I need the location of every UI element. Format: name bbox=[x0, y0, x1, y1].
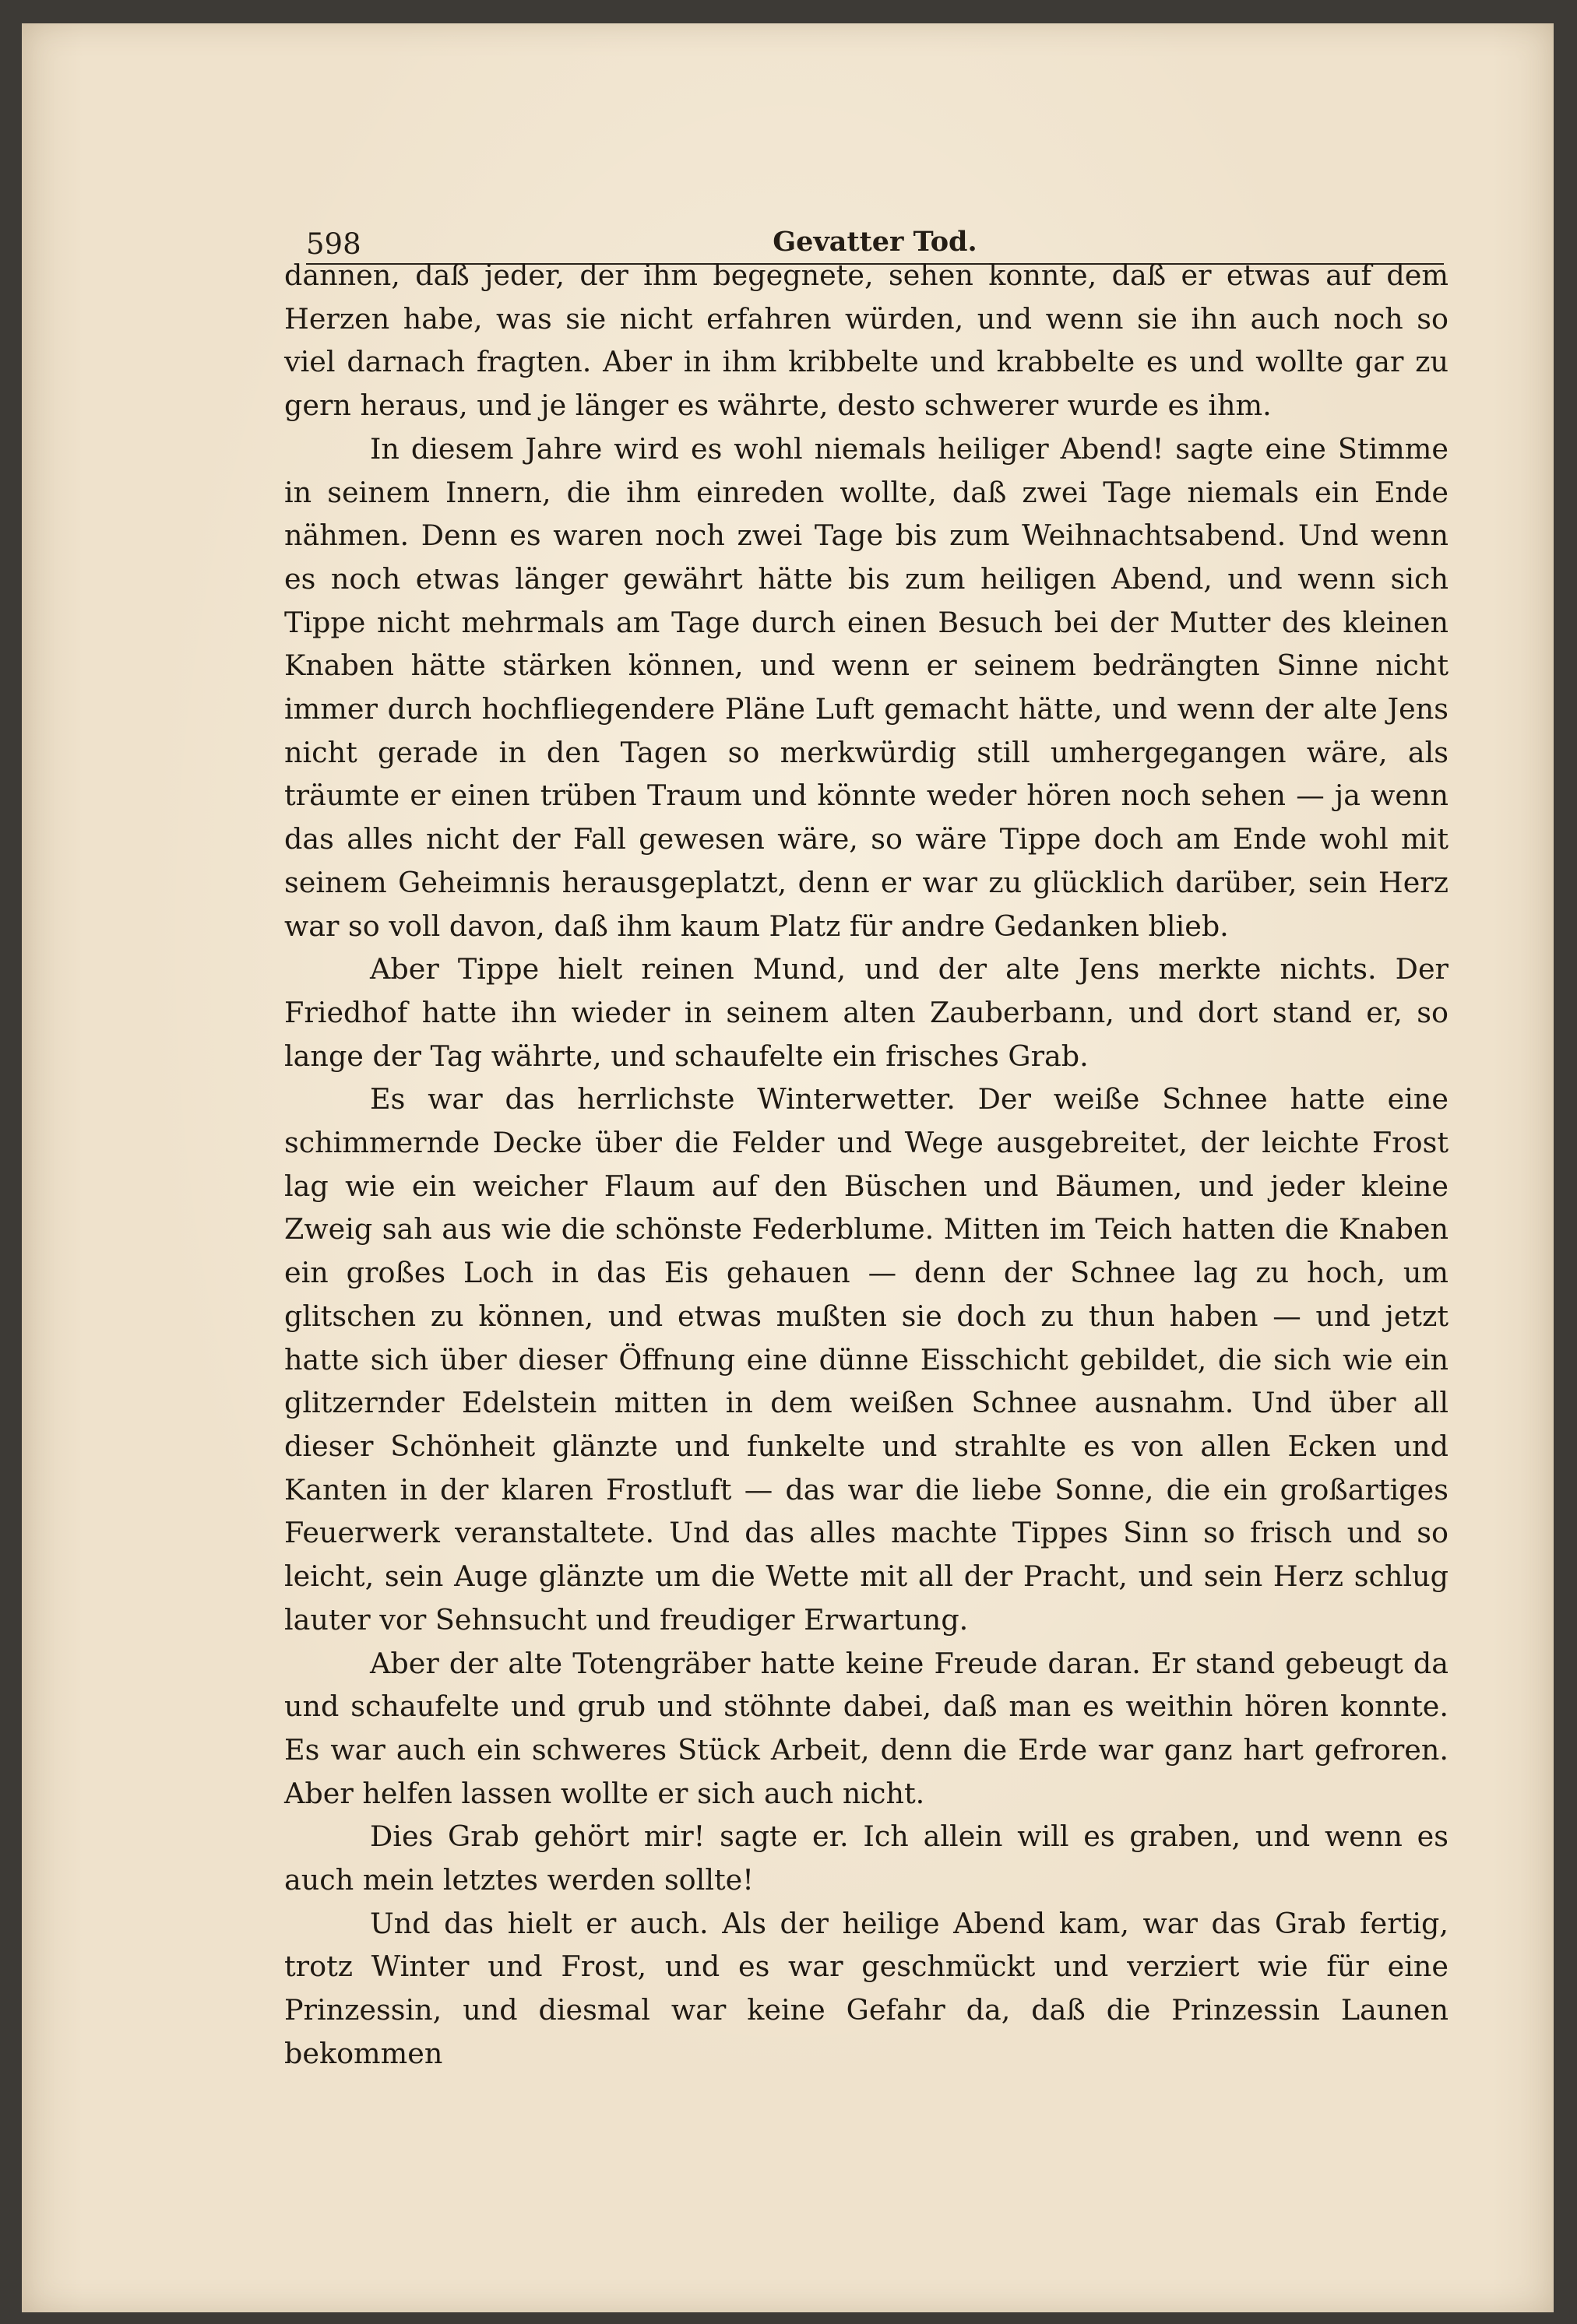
paragraph-7: Und das hielt er auch. Als der heilige Abend kam, war das Grab fertig, trotz Winter und Frost, und es war geschmückt und verziert wie für eine Prinzessin, und diesmal war keine Gefahr da, daß die Prinzessin Launen bekommen bbox=[284, 1906, 1449, 2070]
paragraph-3: Aber Tippe hielt reinen Mund, und der alte Jens merkte nichts. Der Friedhof hatte ihn wieder in seinem alten Zauberbann, und dort stand er, so lange der Tag währte, und schaufelte ein frisches Grab. bbox=[284, 952, 1449, 1073]
paragraph-5: Aber der alte Totengräber hatte keine Freude daran. Er stand gebeugt da und schaufelte und grub und stöhnte dabei, daß man es weithin hören konnte. Es war auch ein schweres Stück Arbeit, denn die Erde war ganz hart gefroren. Aber helfen lassen wollte er sich auch nicht. bbox=[284, 1646, 1449, 1810]
paragraph-1: dannen, daß jeder, der ihm begegnete, sehen konnte, daß er etwas auf dem Herzen habe, was sie nicht erfahren würden, und wenn sie ihn auch noch so viel darnach fragten. Aber in ihm kribbelte und krabbelte es und wollte gar zu gern heraus, und je länger es währte, desto schwerer wurde es ihm. bbox=[284, 258, 1449, 423]
body-text bbox=[284, 254, 1449, 2076]
page-number: 598 bbox=[306, 227, 361, 261]
paragraph-2: In diesem Jahre wird es wohl niemals heiliger Abend! sagte eine Stimme in seinem Innern, die ihm einreden wollte, daß zwei Tage niemals ein Ende nähmen. Denn es waren noch zwei Tage bis zum Weihnachtsabend. Und wenn es noch etwas länger gewährt hätte bis zum heiligen Abend, und wenn sich Tippe nicht mehrmals am Tage durch einen Besuch bei der Mutter des kleinen Knaben hätte stärken können, und wenn er seinem bedrängten Sinne nicht immer durch hochfliegendere Pläne Luft gemacht hätte, und wenn der alte Jens nicht gerade in den Tagen so merkwürdig still umhergegangen wäre, als träumte er einen trüben Traum und könnte weder hören noch sehen — ja wenn das alles nicht der Fall gewesen wäre, so wäre Tippe doch am Ende wohl mit seinem Geheimnis herausgeplatzt, denn er war zu glücklich darüber, sein Herz war so voll davon, daß ihm kaum Platz für andre Gedanken blieb. bbox=[284, 431, 1449, 943]
running-title: Gevatter Tod. bbox=[773, 226, 977, 258]
paragraph-6: Dies Grab gehört mir! sagte er. Ich allein will es graben, und wenn es auch mein letztes werden sollte! bbox=[284, 1819, 1449, 1897]
paragraph-4: Es war das herrlichste Winterwetter. Der weiße Schnee hatte eine schimmernde Decke über die Felder und Wege ausgebreitet, der leichte Frost lag wie ein weicher Flaum auf den Büschen und Bäumen, und jeder kleine Zweig sah aus wie die schönste Federblume. Mitten im Teich hatten die Knaben ein großes Loch in das Eis gehauen — denn der Schnee lag zu hoch, um glitschen zu können, und etwas mußten sie doch zu thun haben — und jetzt hatte sich über dieser Öffnung eine dünne Eisschicht gebildet, die sich wie ein glitzernder Edelstein mitten in dem weißen Schnee ausnahm. Und über all dieser Schönheit glänzte und funkelte und strahlte es von allen Ecken und Kanten in der klaren Frostluft — das war die liebe Sonne, die ein großartiges Feuerwerk veranstaltete. Und das alles machte Tippes Sinn so frisch und so leicht, sein Auge glänzte um die Wette mit all der Pracht, und sein Herz schlug lauter vor Sehnsucht und freudiger Erwartung. bbox=[284, 1082, 1449, 1637]
